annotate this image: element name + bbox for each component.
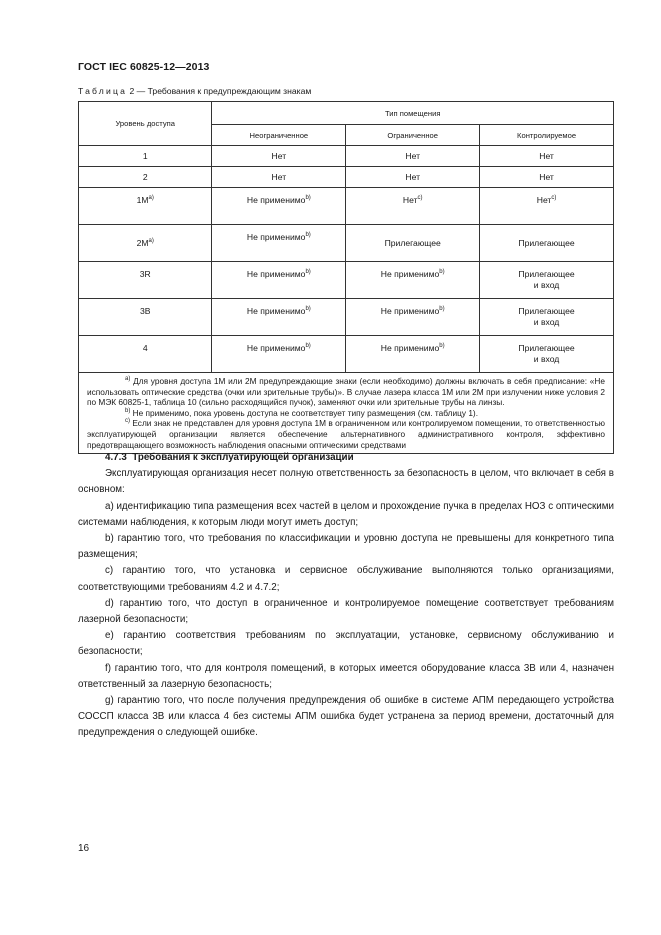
cell-level-text: 2M [136,238,149,248]
list-item: f) гарантию того, что для контроля помещений, в которых имеется оборудование класса 3B или 4, назначен ответственный за лазерную безопасность; [78,662,614,690]
cell-level: 4 [79,336,212,373]
footnote-ref: b) [439,306,445,312]
footnote-ref: b) [305,343,311,349]
section-title-text: Требования к эксплуатирующей организации [132,452,354,463]
list-item: e) гарантию соответствия требованиям по эксплуатации, установке, сервисному обслуживанию и безопасности; [78,630,614,658]
cell-unrestricted [212,262,346,299]
cell-level: 1 [79,146,212,167]
footnote-ref: c) [551,195,557,201]
note-a [87,376,605,408]
cell-line-2: и вход [533,280,560,290]
cell-controlled: Нет [480,146,614,167]
cell-text: Нет [402,195,418,205]
note-a-mark: a) [125,376,131,382]
cell-line-2: и вход [533,317,560,327]
section-intro: Эксплуатирующая организация несет полную ответственность за безопасность в целом, что включает в себя в основном: [78,468,614,496]
cell-level: 3B [79,299,212,336]
cell-unrestricted: Нет [212,167,346,188]
cell-restricted: Прилегающее [346,225,480,262]
cell-level [79,225,212,262]
cell-text: Не применимо [246,269,306,279]
cell-restricted [346,336,480,373]
cell-unrestricted: Нет [212,146,346,167]
footnote-ref: a) [148,238,154,244]
cell-line-2: и вход [533,354,560,364]
note-c-mark: c) [125,418,130,425]
section-title [78,450,614,466]
table-caption-label: Таблица [78,86,128,96]
footnote-ref: c) [417,195,423,201]
table-caption-text: 2 — Требования к предупреждающим знакам [127,86,312,96]
table-notes [79,373,614,454]
cell-text: Не применимо [246,232,306,242]
cell-line-1: Прилегающее [518,343,575,353]
footnote-ref: b) [305,269,311,275]
cell-controlled: Нет [480,167,614,188]
cell-text: Нет [536,195,552,205]
table-caption [78,86,311,96]
table-row [79,225,614,262]
cell-level-text: 1M [136,195,149,205]
list-item: d) гарантию того, что доступ в ограниченное и контролируемое помещение соответствует требованиям лазерной безопасности; [78,597,614,626]
cell-text: Не применимо [380,269,440,279]
cell-restricted: Нет [346,146,480,167]
note-c [87,418,605,450]
warning-signs-table [78,101,614,454]
cell-restricted [346,262,480,299]
footnote-ref: b) [305,232,311,238]
document-id: ГОСТ IEC 60825-12—2013 [78,61,210,73]
cell-line-1: Прилегающее [518,306,575,316]
cell-unrestricted [212,336,346,373]
section-4-7-3 [78,450,614,742]
list-item: g) гарантию того, что после получения предупреждения об ошибке в системе АПМ передающего устройства СОССП класса 3B или класса 4 без системы АПМ ошибка будет устранена за период времени, достаточный для предупреждения о следующей ошибке. [78,695,614,739]
cell-controlled [480,262,614,299]
cell-controlled [480,336,614,373]
note-a-text: Для уровня доступа 1М или 2М предупреждающие знаки (если необходимо) должны включать в себя предписание: «Не использовать оптические средства (очки или зрительные трубы)». В случае лазера класса 1М или 2М при излучении ниже условия 2 по МЭК 60825-1, таблица 10 (сильно расходящийся пучок), заменяют очки или зрительные трубы на линзы. [87,376,605,408]
footnote-ref: b) [439,343,445,349]
section-number: 4.7.3 [105,452,127,463]
note-c-text: Если знак не представлен для уровня доступа 1М в ограниченном или контролируемом помещении, то ответственностью эксплуатирующей организации является обеспечение альтернативного административного контроля, эффективно предотвращающего возможность наблюдения опасными оптическими средствами [87,418,605,450]
cell-unrestricted [212,188,346,225]
footnote-ref: b) [305,195,311,201]
cell-restricted [346,299,480,336]
cell-text: Не применимо [246,306,306,316]
table-row [79,336,614,373]
header-location-type: Тип помещения [212,102,614,125]
table-notes-row [79,373,614,454]
cell-controlled [480,299,614,336]
cell-controlled [480,188,614,225]
cell-text: Не применимо [380,343,440,353]
cell-unrestricted [212,299,346,336]
cell-controlled: Прилегающее [480,225,614,262]
note-b-text: Не применимо, пока уровень доступа не соответствует типу размещения (см. таблицу 1). [130,407,478,418]
footnote-ref: b) [305,306,311,312]
cell-text: Не применимо [380,306,440,316]
cell-text: Не применимо [246,343,306,353]
cell-level: 2 [79,167,212,188]
table-row [79,188,614,225]
cell-restricted [346,188,480,225]
table-row [79,167,614,188]
header-controlled: Контролируемое [480,125,614,146]
cell-level: 3R [79,262,212,299]
footnote-ref: a) [148,195,154,201]
note-b [87,408,605,419]
list-item: b) гарантию того, что требования по классификации и уровню доступа не превышены для конкретного типа размещения; [78,533,614,561]
table-row [79,299,614,336]
cell-line-1: Прилегающее [518,269,575,279]
cell-level [79,188,212,225]
list-item: c) гарантию того, что установка и сервисное обслуживание выполняются только организациями, соответствующими требованиям 4.2 и 4.7.2; [78,565,614,593]
cell-restricted: Нет [346,167,480,188]
note-b-mark: b) [125,407,131,414]
cell-unrestricted [212,225,346,262]
page-number: 16 [78,843,90,854]
footnote-ref: b) [439,269,445,275]
table-row [79,262,614,299]
table-row [79,146,614,167]
header-access-level: Уровень доступа [79,102,212,146]
header-unrestricted: Неограниченное [212,125,346,146]
header-restricted: Ограниченное [346,125,480,146]
list-item: a) идентификацию типа размещения всех частей в целом и прохождение пучка в пределах НОЗ с оптическими системами наблюдения, к которым люди могут иметь доступ; [78,500,614,528]
cell-text: Не применимо [246,195,306,205]
